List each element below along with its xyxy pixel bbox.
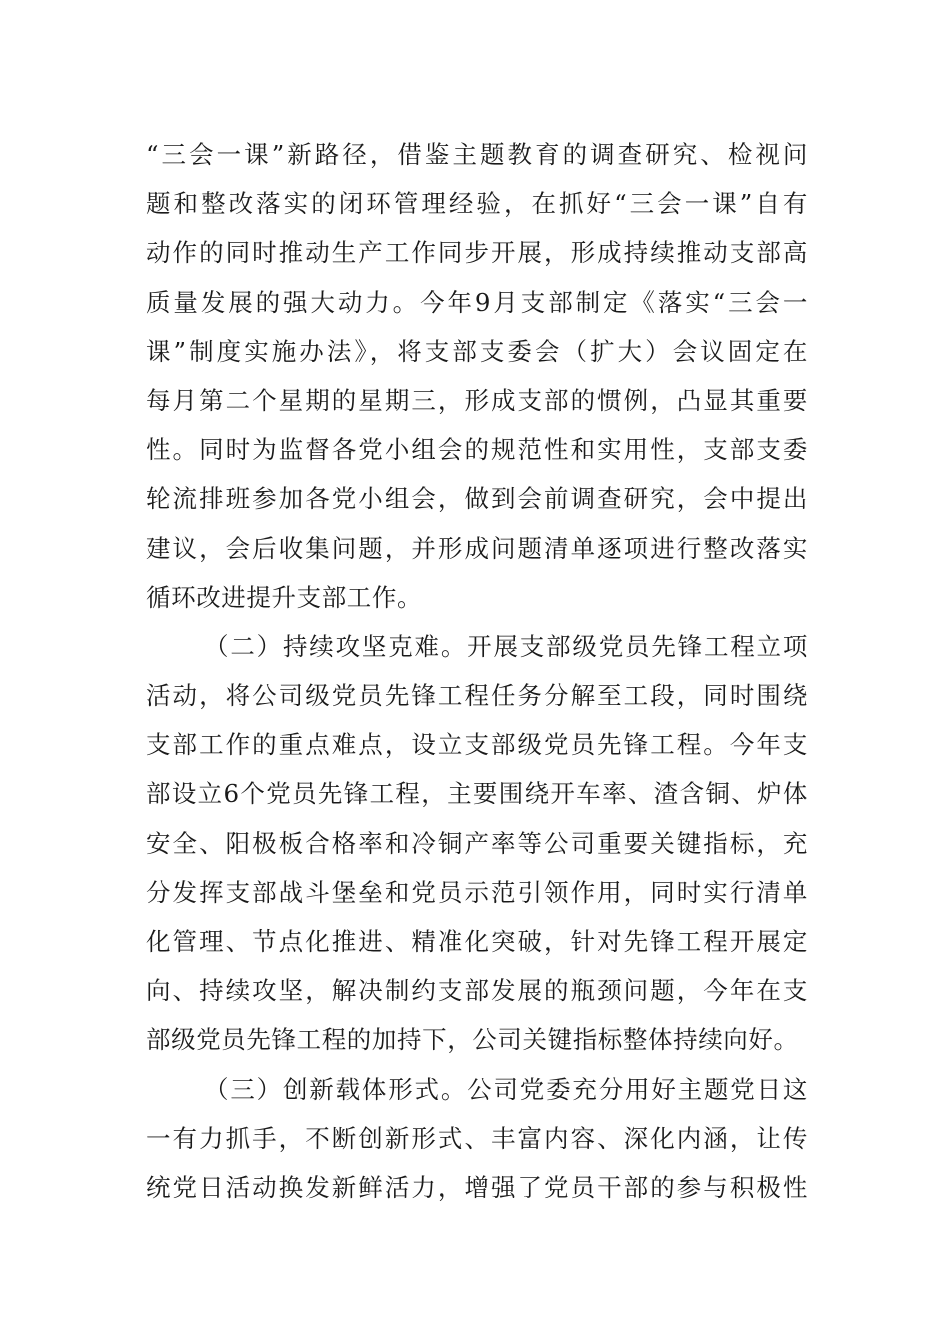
paragraph-1 xyxy=(146,130,808,622)
paragraph-3 xyxy=(146,1065,808,1213)
text-line: 题和整改落实的闭环管理经验，在抓好“三会一课”自有 xyxy=(146,189,808,219)
text-line: 性。同时为监督各党小组会的规范性和实用性，支部支委 xyxy=(146,435,808,465)
text-line: 向、持续攻坚，解决制约支部发展的瓶颈问题，今年在支 xyxy=(146,976,808,1006)
text-line: （三）创新载体形式。公司党委充分用好主题党日这 xyxy=(204,1074,808,1104)
text-line: 一有力抓手，不断创新形式、丰富内容、深化内涵，让传 xyxy=(146,1123,808,1153)
text-line: 活动，将公司级党员先锋工程任务分解至工段，同时围绕 xyxy=(146,681,808,711)
text-line: “三会一课”新路径，借鉴主题教育的调查研究、检视问 xyxy=(146,140,808,169)
text-line: （二）持续攻坚克难。开展支部级党员先锋工程立项 xyxy=(204,631,808,661)
text-line: 部设立6个党员先锋工程，主要围绕开车率、渣含铜、炉体 xyxy=(146,779,808,809)
text-line: 轮流排班参加各党小组会，做到会前调查研究，会中提出 xyxy=(146,484,808,514)
text-line: 动作的同时推动生产工作同步开展，形成持续推动支部高 xyxy=(146,238,808,268)
text-line: 支部工作的重点难点，设立支部级党员先锋工程。今年支 xyxy=(146,730,808,760)
document-body xyxy=(146,130,808,1212)
text-line: 安全、阳极板合格率和冷铜产率等公司重要关键指标，充 xyxy=(146,828,808,858)
paragraph-2 xyxy=(146,622,808,1065)
text-line: 循环改进提升支部工作。 xyxy=(146,582,423,612)
text-line: 课”制度实施办法》，将支部支委会（扩大）会议固定在 xyxy=(146,336,808,366)
text-line: 统党日活动换发新鲜活力，增强了党员干部的参与积极性 xyxy=(146,1172,808,1202)
text-line: 部级党员先锋工程的加持下，公司关键指标整体持续向好。 xyxy=(146,1025,799,1055)
text-line: 建议，会后收集问题，并形成问题清单逐项进行整改落实 xyxy=(146,533,808,563)
text-line: 质量发展的强大动力。今年9月支部制定《落实“三会一 xyxy=(146,287,808,317)
text-line: 每月第二个星期的星期三，形成支部的惯例，凸显其重要 xyxy=(146,385,808,415)
text-line: 化管理、节点化推进、精准化突破，针对先锋工程开展定 xyxy=(146,927,808,956)
text-line: 分发挥支部战斗堡垒和党员示范引领作用，同时实行清单 xyxy=(146,877,808,907)
